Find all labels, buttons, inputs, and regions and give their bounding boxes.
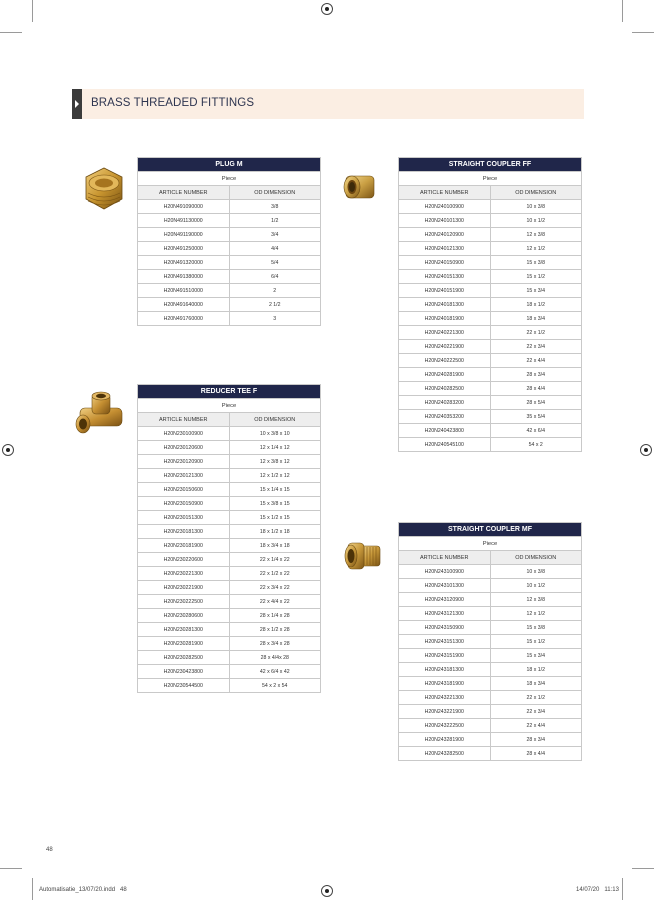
article-number-cell: H20N491510000 (138, 284, 230, 298)
od-dimension-cell: 10 x 3/8 (490, 565, 582, 579)
registration-mark-icon (321, 3, 333, 15)
straight-coupler-mf-table (398, 522, 582, 761)
reducer-tee-f-table (137, 384, 321, 693)
od-dimension-cell: 2 (229, 284, 321, 298)
article-number-cell: H20N240353200 (399, 410, 491, 424)
table-row (138, 298, 321, 312)
crop-mark (32, 878, 33, 900)
od-dimension-cell: 5/4 (229, 256, 321, 270)
od-dimension-cell: 15 x 3/8 (490, 621, 582, 635)
od-dimension-cell: 18 x 3/4 (490, 312, 582, 326)
od-dimension-cell: 18 x 3/4 (490, 677, 582, 691)
reducer-tee-f-image (72, 390, 130, 442)
article-number-cell: H20N491320000 (138, 256, 230, 270)
registration-mark-icon (2, 444, 14, 456)
od-dimension-cell: 12 x 1/2 x 12 (229, 469, 321, 483)
crop-mark (632, 32, 654, 33)
article-number-cell: H20N230120600 (138, 441, 230, 455)
plug-m-title: PLUG M (138, 158, 321, 172)
table-row (138, 637, 321, 651)
plug-m-rows (138, 200, 321, 326)
article-number-cell: H20N230150600 (138, 483, 230, 497)
od-dimension-cell: 28 x 3/4 (490, 368, 582, 382)
od-dimension-cell: 22 x 3/4 (490, 340, 582, 354)
od-dimension-cell: 12 x 3/8 (490, 593, 582, 607)
table-row (399, 200, 582, 214)
table-row (399, 649, 582, 663)
crop-mark (0, 868, 22, 869)
od-dimension-cell: 15 x 3/8 x 15 (229, 497, 321, 511)
article-number-cell: H20N240281900 (399, 368, 491, 382)
table-row (399, 565, 582, 579)
article-number-cell: H20N230181900 (138, 539, 230, 553)
od-dimension-cell: 28 x 4/4x 28 (229, 651, 321, 665)
column-header-od: OD DIMENSION (490, 551, 582, 565)
od-dimension-cell: 12 x 3/8 (490, 228, 582, 242)
table-row (399, 284, 582, 298)
table-row (399, 270, 582, 284)
od-dimension-cell: 15 x 3/8 (490, 256, 582, 270)
article-number-cell: H20N240150900 (399, 256, 491, 270)
table-row (138, 441, 321, 455)
straight-coupler-ff-table (398, 157, 582, 452)
table-row (399, 410, 582, 424)
straight-coupler-mf-image (342, 538, 386, 574)
od-dimension-cell: 54 x 2 (490, 438, 582, 452)
crop-mark (622, 0, 623, 22)
article-number-cell: H20N230181300 (138, 525, 230, 539)
table-row (399, 579, 582, 593)
crop-mark (32, 0, 33, 22)
od-dimension-cell: 18 x 3/4 x 18 (229, 539, 321, 553)
od-dimension-cell: 18 x 1/2 (490, 663, 582, 677)
table-row (399, 733, 582, 747)
od-dimension-cell: 10 x 3/8 x 10 (229, 427, 321, 441)
od-dimension-cell: 18 x 1/2 (490, 298, 582, 312)
article-number-cell: H20N230423800 (138, 665, 230, 679)
article-number-cell: H20N230221300 (138, 567, 230, 581)
crop-mark (632, 868, 654, 869)
od-dimension-cell: 22 x 3/4 x 22 (229, 581, 321, 595)
od-dimension-cell: 28 x 1/4 x 28 (229, 609, 321, 623)
article-number-cell: H20N491130000 (138, 214, 230, 228)
table-row (138, 469, 321, 483)
registration-mark-icon (640, 444, 652, 456)
od-dimension-cell: 28 x 3/4 (490, 733, 582, 747)
table-row (138, 228, 321, 242)
table-row (138, 511, 321, 525)
table-row (399, 340, 582, 354)
od-dimension-cell: 42 x 6/4 x 42 (229, 665, 321, 679)
column-header-od: OD DIMENSION (490, 186, 582, 200)
table-row (138, 567, 321, 581)
od-dimension-cell: 15 x 3/4 (490, 649, 582, 663)
plug-m-image (78, 163, 130, 215)
table-row (399, 705, 582, 719)
table-row (138, 623, 321, 637)
article-number-cell: H20N240151900 (399, 284, 491, 298)
od-dimension-cell: 28 x 1/2 x 28 (229, 623, 321, 637)
article-number-cell: H20N230120900 (138, 455, 230, 469)
article-number-cell: H20N491380000 (138, 270, 230, 284)
table-row (399, 368, 582, 382)
od-dimension-cell: 15 x 3/4 (490, 284, 582, 298)
table-row (399, 719, 582, 733)
od-dimension-cell: 28 x 4/4 (490, 382, 582, 396)
table-row (138, 553, 321, 567)
article-number-cell: H20N230544500 (138, 679, 230, 693)
straight-coupler-ff-title: STRAIGHT COUPLER FF (399, 158, 582, 172)
table-row (138, 200, 321, 214)
table-row (138, 483, 321, 497)
od-dimension-cell: 6/4 (229, 270, 321, 284)
crop-mark (622, 878, 623, 900)
od-dimension-cell: 10 x 3/8 (490, 200, 582, 214)
article-number-cell: H20N491090000 (138, 200, 230, 214)
table-row (399, 747, 582, 761)
table-row (399, 228, 582, 242)
od-dimension-cell: 12 x 3/8 x 12 (229, 455, 321, 469)
article-number-cell: H20N243181300 (399, 663, 491, 677)
od-dimension-cell: 22 x 1/2 x 22 (229, 567, 321, 581)
table-row (138, 214, 321, 228)
od-dimension-cell: 2 1/2 (229, 298, 321, 312)
table-row (138, 242, 321, 256)
od-dimension-cell: 4/4 (229, 242, 321, 256)
article-number-cell: H20N243121300 (399, 607, 491, 621)
article-number-cell: H20N240423800 (399, 424, 491, 438)
article-number-cell: H20N240121300 (399, 242, 491, 256)
page-number: 48 (46, 847, 53, 853)
od-dimension-cell: 12 x 1/2 (490, 607, 582, 621)
od-dimension-cell: 12 x 1/2 (490, 242, 582, 256)
article-number-cell: H20N230222500 (138, 595, 230, 609)
table-row (399, 354, 582, 368)
od-dimension-cell: 22 x 3/4 (490, 705, 582, 719)
table-row (399, 677, 582, 691)
crop-mark (0, 32, 22, 33)
straight-coupler-mf-title: STRAIGHT COUPLER MF (399, 523, 582, 537)
od-dimension-cell: 28 x 4/4 (490, 747, 582, 761)
od-dimension-cell: 15 x 1/2 x 15 (229, 511, 321, 525)
article-number-cell: H20N243120900 (399, 593, 491, 607)
od-dimension-cell: 10 x 1/2 (490, 214, 582, 228)
table-row (399, 438, 582, 452)
straight-coupler-ff-unit: Piece (399, 172, 582, 186)
reducer-tee-f-title: REDUCER TEE F (138, 385, 321, 399)
article-number-cell: H20N491250000 (138, 242, 230, 256)
article-number-cell: H20N240100900 (399, 200, 491, 214)
table-row (138, 651, 321, 665)
column-header-article: ARTICLE NUMBER (399, 551, 491, 565)
od-dimension-cell: 3/8 (229, 200, 321, 214)
article-number-cell: H20N243221300 (399, 691, 491, 705)
article-number-cell: H20N230281900 (138, 637, 230, 651)
column-header-od: OD DIMENSION (229, 413, 321, 427)
od-dimension-cell: 22 x 4/4 x 22 (229, 595, 321, 609)
table-row (399, 663, 582, 677)
od-dimension-cell: 54 x 2 x 54 (229, 679, 321, 693)
table-row (138, 665, 321, 679)
article-number-cell: H20N243181900 (399, 677, 491, 691)
od-dimension-cell: 22 x 1/4 x 22 (229, 553, 321, 567)
footer-file-info: Automatisatie_13/07/20.indd 48 (39, 887, 127, 893)
od-dimension-cell: 10 x 1/2 (490, 579, 582, 593)
od-dimension-cell: 12 x 1/4 x 12 (229, 441, 321, 455)
column-header-article: ARTICLE NUMBER (138, 413, 230, 427)
table-row (399, 242, 582, 256)
plug-m-table (137, 157, 321, 326)
table-row (399, 621, 582, 635)
od-dimension-cell: 3 (229, 312, 321, 326)
article-number-cell: H20N243151300 (399, 635, 491, 649)
table-row (138, 539, 321, 553)
article-number-cell: H20N240222500 (399, 354, 491, 368)
table-row (399, 298, 582, 312)
article-number-cell: H20N491760000 (138, 312, 230, 326)
od-dimension-cell: 22 x 4/4 (490, 354, 582, 368)
table-row (399, 326, 582, 340)
article-number-cell: H20N243100900 (399, 565, 491, 579)
table-row (399, 382, 582, 396)
article-number-cell: H20N230282500 (138, 651, 230, 665)
table-row (138, 595, 321, 609)
article-number-cell: H20N243151900 (399, 649, 491, 663)
article-number-cell: H20N230121300 (138, 469, 230, 483)
od-dimension-cell: 1/2 (229, 214, 321, 228)
article-number-cell: H20N230100900 (138, 427, 230, 441)
straight-coupler-mf-rows (399, 565, 582, 761)
article-number-cell: H20N243281900 (399, 733, 491, 747)
table-row (138, 609, 321, 623)
table-row (399, 635, 582, 649)
straight-coupler-ff-image (340, 168, 384, 208)
od-dimension-cell: 42 x 6/4 (490, 424, 582, 438)
table-row (399, 312, 582, 326)
article-number-cell: H20N230151300 (138, 511, 230, 525)
article-number-cell: H20N243101300 (399, 579, 491, 593)
table-row (399, 214, 582, 228)
table-row (399, 691, 582, 705)
article-number-cell: H20N491640000 (138, 298, 230, 312)
table-row (399, 256, 582, 270)
table-row (138, 284, 321, 298)
od-dimension-cell: 22 x 4/4 (490, 719, 582, 733)
footer-date-time: 14/07/20 11:13 (576, 887, 619, 893)
article-number-cell: H20N243150900 (399, 621, 491, 635)
od-dimension-cell: 15 x 1/4 x 15 (229, 483, 321, 497)
article-number-cell: H20N230150900 (138, 497, 230, 511)
od-dimension-cell: 15 x 1/2 (490, 270, 582, 284)
table-row (399, 396, 582, 410)
article-number-cell: H20N240120900 (399, 228, 491, 242)
table-row (138, 525, 321, 539)
column-header-article: ARTICLE NUMBER (138, 186, 230, 200)
article-number-cell: H20N243282500 (399, 747, 491, 761)
table-row (399, 424, 582, 438)
article-number-cell: H20N240221300 (399, 326, 491, 340)
table-row (399, 593, 582, 607)
article-number-cell: H20N230220600 (138, 553, 230, 567)
article-number-cell: H20N491190000 (138, 228, 230, 242)
article-number-cell: H20N240181300 (399, 298, 491, 312)
section-arrow-icon (72, 89, 82, 119)
od-dimension-cell: 22 x 1/2 (490, 326, 582, 340)
od-dimension-cell: 3/4 (229, 228, 321, 242)
table-row (138, 679, 321, 693)
table-row (399, 607, 582, 621)
article-number-cell: H20N230221900 (138, 581, 230, 595)
column-header-article: ARTICLE NUMBER (399, 186, 491, 200)
article-number-cell: H20N230281300 (138, 623, 230, 637)
article-number-cell: H20N240283200 (399, 396, 491, 410)
article-number-cell: H20N240151300 (399, 270, 491, 284)
table-row (138, 312, 321, 326)
table-row (138, 256, 321, 270)
straight-coupler-mf-unit: Piece (399, 537, 582, 551)
article-number-cell: H20N240101300 (399, 214, 491, 228)
od-dimension-cell: 28 x 3/4 x 28 (229, 637, 321, 651)
plug-m-unit: Piece (138, 172, 321, 186)
table-row (138, 581, 321, 595)
article-number-cell: H20N243221900 (399, 705, 491, 719)
article-number-cell: H20N240545100 (399, 438, 491, 452)
od-dimension-cell: 15 x 1/2 (490, 635, 582, 649)
straight-coupler-ff-rows (399, 200, 582, 452)
article-number-cell: H20N240181900 (399, 312, 491, 326)
column-header-od: OD DIMENSION (229, 186, 321, 200)
od-dimension-cell: 22 x 1/2 (490, 691, 582, 705)
od-dimension-cell: 18 x 1/2 x 18 (229, 525, 321, 539)
table-row (138, 427, 321, 441)
od-dimension-cell: 35 x 5/4 (490, 410, 582, 424)
reducer-tee-f-rows (138, 427, 321, 693)
article-number-cell: H20N243222500 (399, 719, 491, 733)
article-number-cell: H20N240221900 (399, 340, 491, 354)
article-number-cell: H20N230280600 (138, 609, 230, 623)
od-dimension-cell: 28 x 5/4 (490, 396, 582, 410)
table-row (138, 455, 321, 469)
table-row (138, 497, 321, 511)
article-number-cell: H20N240282500 (399, 382, 491, 396)
registration-mark-icon (321, 885, 333, 897)
section-title: BRASS THREADED FITTINGS (91, 97, 255, 109)
reducer-tee-f-unit: Piece (138, 399, 321, 413)
table-row (138, 270, 321, 284)
